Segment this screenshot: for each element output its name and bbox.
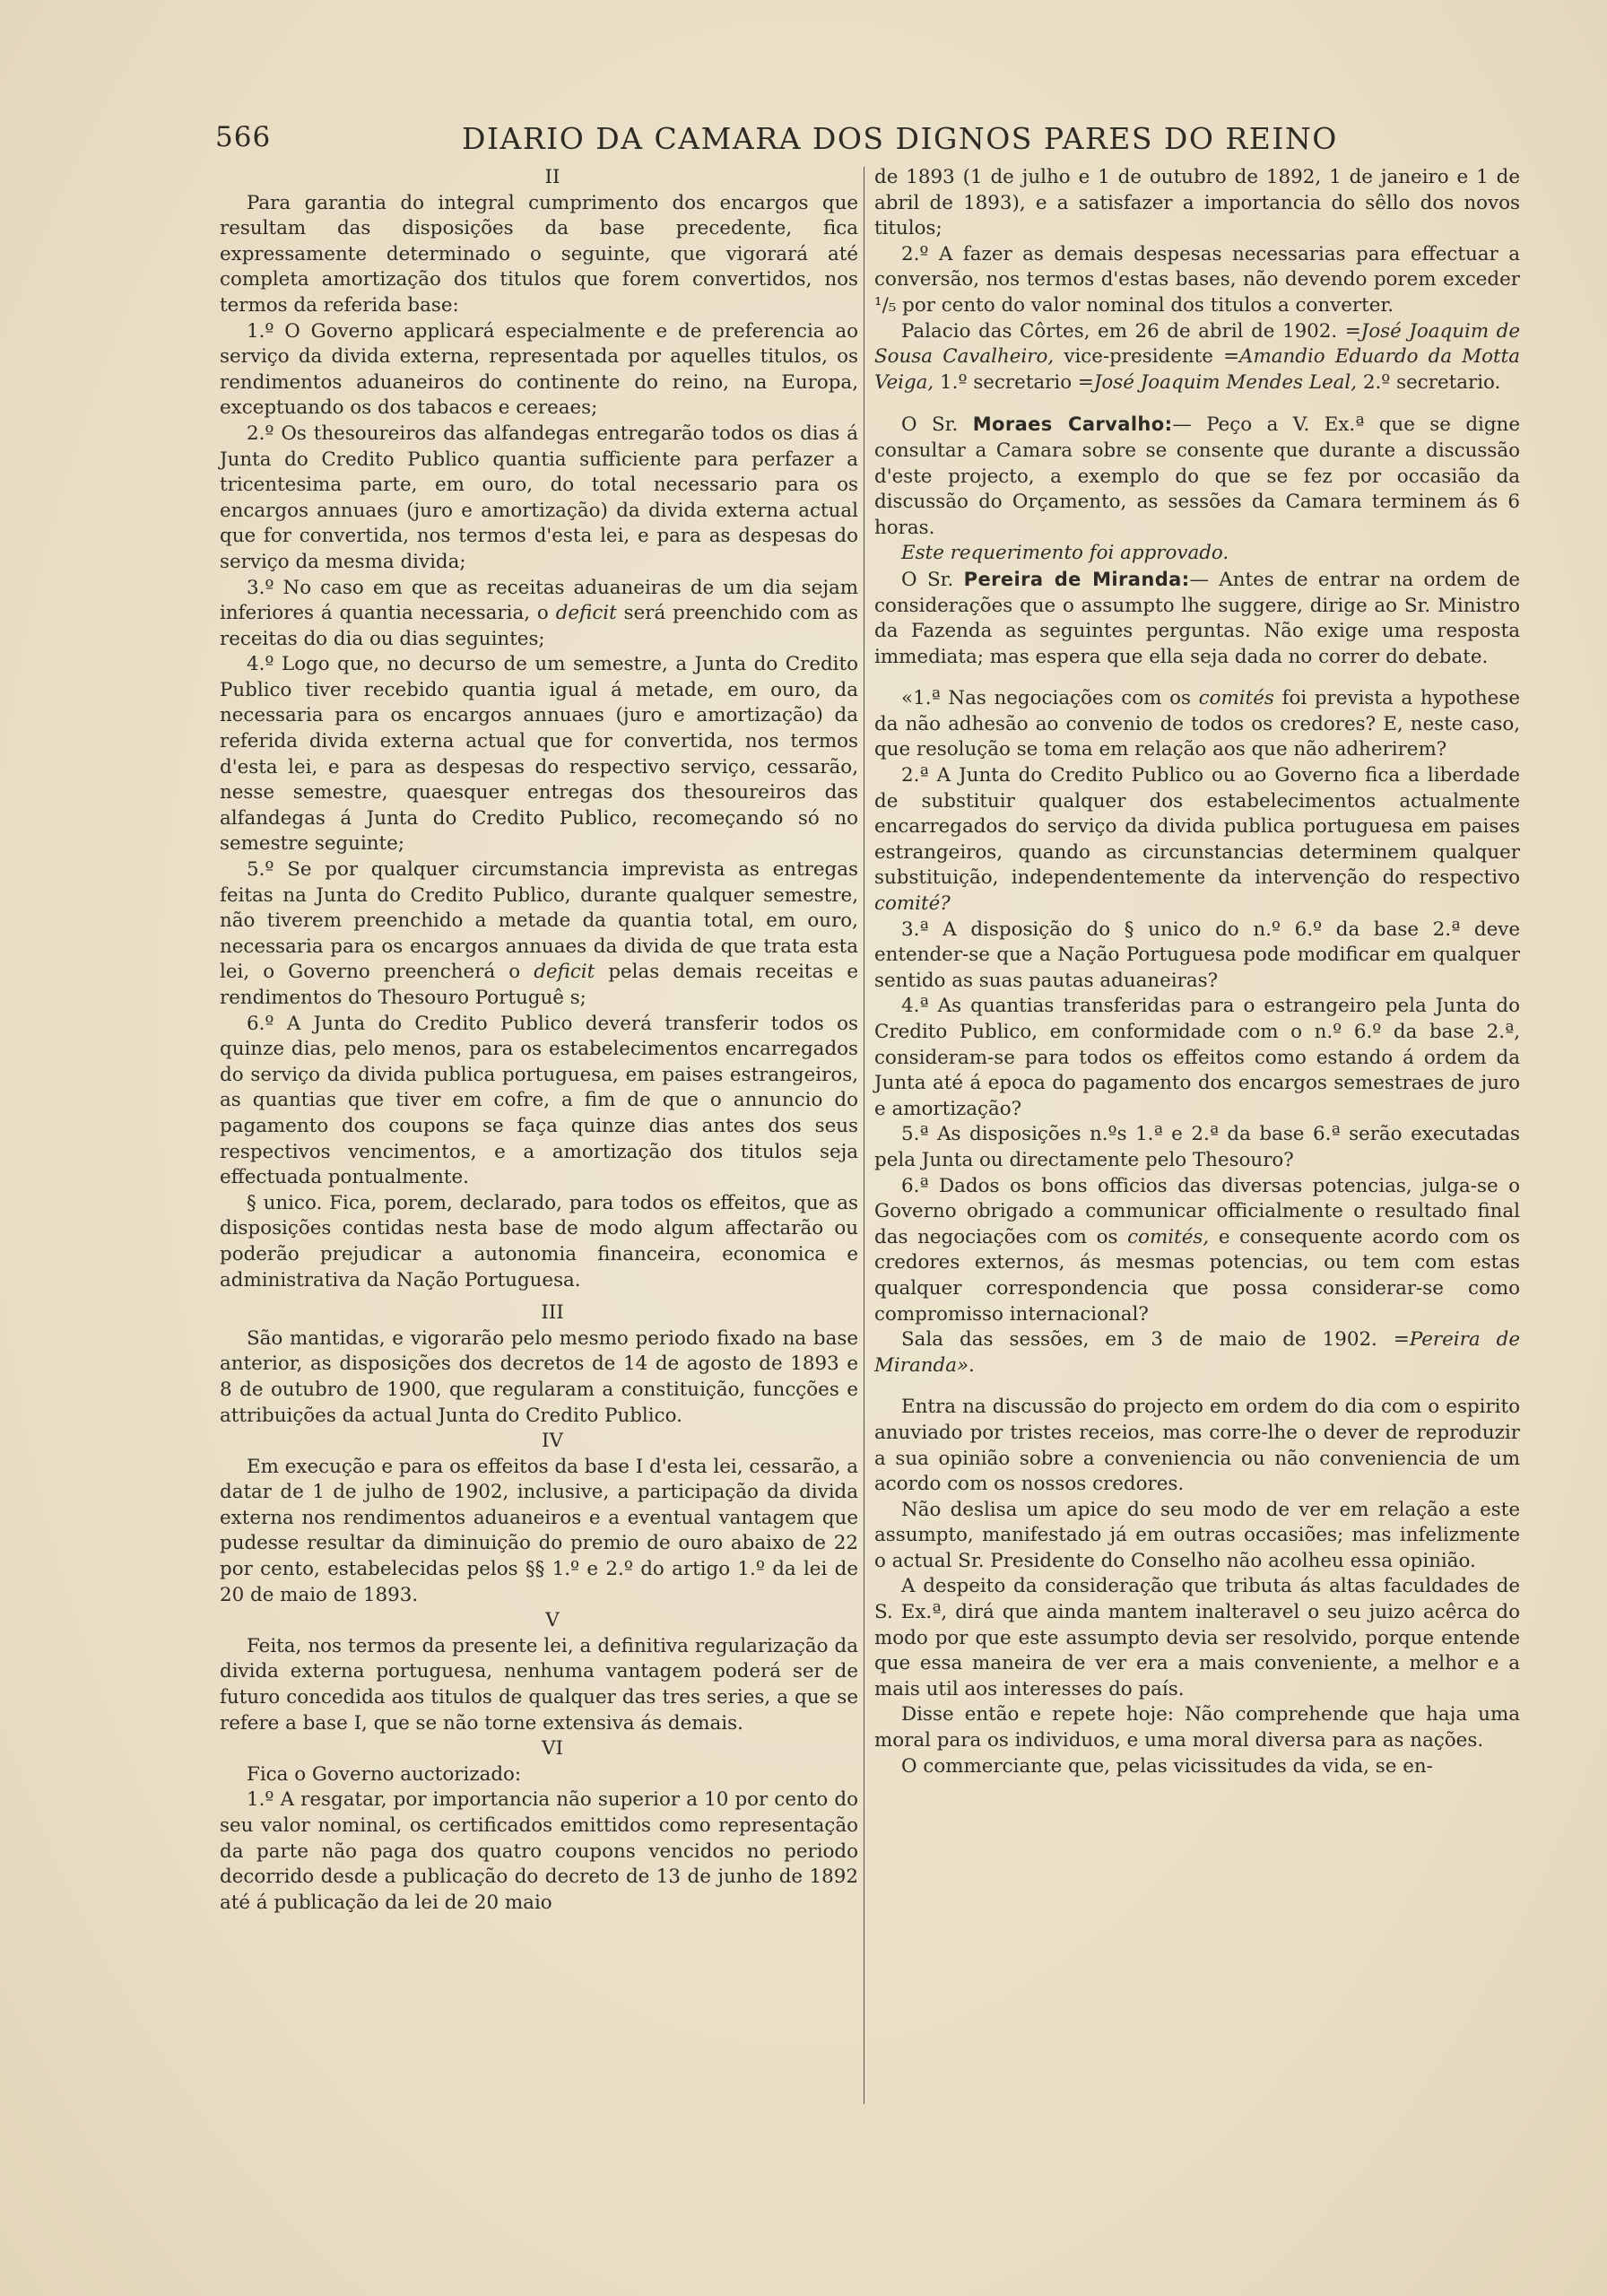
- paragraph-text: O Sr.: [901, 413, 959, 437]
- paragraph: [220, 576, 858, 653]
- italic-term: comité?: [874, 892, 951, 916]
- paragraph-text: 2.ª A Junta do Credito Publico ou ao Governo fica a liberdade de substituir qualquer dos estabelecimentos actualmente encarregados do serviço da divida publica portuguesa em paises estrangeiros, quando as circunstancias determinem qualquer substituição, independentemente da intervenção do respectivo: [874, 764, 1520, 890]
- paragraph-text: 1.º secretario =: [940, 370, 1094, 394]
- paragraph: 2.º A fazer as demais despesas necessarias para effectuar a conversão, nos termos d'estas bases, não devendo porem exceder ¹/₅ por cento do valor nominal dos titulos a converter.: [874, 242, 1520, 317]
- section-heading-vi: VI: [542, 1737, 563, 1761]
- paragraph: São mantidas, e vigorarão pelo mesmo periodo fixado na base anterior, as disposições dos decretos de 14 de agosto de 1893 e 8 de outubro de 1900, que regularam a constituição, funcções e attribuições da actual Junta do Credito Publico.: [220, 1326, 858, 1427]
- paragraph: Não deslisa um apice do seu modo de ver em relação a este assumpto, manifestado já em outras occasiões; mas infelizmente o actual Sr. Presidente do Conselho não acolheu essa opinião.: [874, 1498, 1520, 1572]
- section-heading-v: V: [545, 1609, 560, 1632]
- paragraph: Feita, nos termos da presente lei, a definitiva regularização da divida externa portuguesa, nenhuma vantagem poderá ser de futuro concedida aos titulos de qualquer das tres series, a que se refere a base I, que se não torne extensiva ás demais.: [220, 1634, 858, 1735]
- page-number: 566: [215, 121, 272, 153]
- section-heading-ii: II: [544, 166, 560, 188]
- question: 5.ª As disposições n.ºs 1.ª e 2.ª da base 6.ª serão executadas pela Junta ou directamente pelo Thesouro?: [874, 1123, 1520, 1171]
- signatory-name: Amandio Eduardo da Motta Veiga,: [874, 345, 1520, 394]
- approval-note: Este requerimento foi approvado.: [901, 542, 1229, 565]
- right-column: [874, 165, 1520, 1779]
- paragraph-text: O Sr.: [901, 568, 954, 591]
- italic-term: comités,: [1127, 1225, 1210, 1248]
- paragraph-text: Palacio das Côrtes, em 26 de abril de 1902. =: [901, 319, 1361, 343]
- signatory-name: José Joaquim Mendes Leal,: [1093, 370, 1358, 394]
- italic-term: comités: [1198, 687, 1274, 710]
- paragraph-text: 6.ª Dados os bons officios das diversas potencias, julga-se o Governo obrigado a communicar officialmente o resultado final das negociações com os: [874, 1174, 1520, 1248]
- paragraph: 4.º Logo que, no decurso de um semestre, a Junta do Credito Publico tiver recebido quantia igual á metade, em ouro, da necessaria para os encargos annuaes (juro e amortização) da referida divida externa actual que for convertida, nos termos d'esta lei, e para as despesas do respectivo serviço, cessarão, nesse semestre, quaesquer entregas dos thesoureiros das alfandegas á Junta do Credito Publico, recomeçando só no semestre seguinte;: [220, 653, 858, 856]
- signatory-name: Pereira de Miranda»: [874, 1328, 1520, 1377]
- section-heading-iii: III: [541, 1301, 564, 1325]
- paragraph: 1.º O Governo applicará especialmente e de preferencia ao serviço da divida externa, representada por aquelles titulos, os rendimentos aduaneiros do continente do reino, na Europa, exceptuando os dos tabacos e cereaes;: [220, 319, 858, 420]
- paragraph-text: «1.ª Nas negociações com os: [901, 687, 1191, 710]
- question: 3.ª A disposição do § unico do n.º 6.º da base 2.ª deve entender-se que a Nação Portuguesa pode modificar em qualquer sentido as suas pautas aduaneiras?: [874, 918, 1520, 992]
- signature-line: [874, 1327, 1520, 1378]
- page-header: [215, 121, 1338, 162]
- journal-title: DIARIO DA CAMARA DOS DIGNOS PARES DO REINO: [462, 121, 1338, 156]
- paragraph: 1.º A resgatar, por importancia não superior a 10 por cento do seu valor nominal, os certificados emittidos como representação da parte não paga dos quatro coupons vencidos no periodo decorrido desde a publicação do decreto de 13 de junho de 1892 até á publicação da lei de 20 maio: [220, 1788, 858, 1914]
- question: 4.ª As quantias transferidas para o estrangeiro pela Junta do Credito Publico, em conformidade com o n.º 6.º da base 2.ª, consideram-se para todos os effeitos como estando á ordem da Junta até á epoca do pagamento dos encargos semestraes de juro e amortização?: [874, 995, 1520, 1120]
- italic-term: deficit: [534, 961, 595, 984]
- paragraph-text: e consequente acordo com os credores externos, ás mesmas potencias, ou tem com estas qualquer correspondencia que possa considerar-se como compromisso internacional?: [874, 1225, 1520, 1326]
- speaker-name: Pereira de Miranda:: [963, 568, 1190, 590]
- question: [874, 763, 1520, 918]
- paragraph: O commerciante que, pelas vicissitudes da vida, se en-: [901, 1754, 1433, 1778]
- paragraph-text: 2.º secretario.: [1362, 370, 1501, 394]
- signatures: [874, 319, 1520, 396]
- paragraph-text: será preenchido com as receitas do dia ou dias seguintes;: [220, 602, 858, 650]
- paragraph: 6.º A Junta do Credito Publico deverá transferir todos os quinze dias, pelo menos, para os estabelecimentos encarregados do serviço da divida publica portuguesa, em paises estrangeiros, as quantias que tiver em cofre, a fim de que o annuncio do pagamento dos coupons se faça quinze dias antes dos seus respectivos vencimentos, e a amortização dos titulos seja effectuada pontualmente.: [220, 1012, 858, 1189]
- left-column: [220, 165, 858, 1916]
- speech-paragraph: [874, 412, 1520, 541]
- paragraph-text: — Antes de entrar na ordem de considerações que o assumpto lhe suggere, dirige ao Sr. Ministro da Fazenda as seguintes perguntas. Não exige uma resposta immediata; mas espera que ella seja dada no correr do debate.: [874, 568, 1520, 668]
- paragraph: de 1893 (1 de julho e 1 de outubro de 1892, 1 de janeiro e 1 de abril de 1893), e a satisfazer a importancia do sêllo dos novos titulos;: [874, 166, 1520, 240]
- paragraph: Em execução e para os effeitos da base I d'esta lei, cessarão, a datar de 1 de julho de 1902, inclusive, a participação da divida externa nos rendimentos aduaneiros e a eventual vantagem que pudesse resultar da diminuição do premio de ouro abaixo de 22 por cento, estabelecidas pelos §§ 1.º e 2.º do artigo 1.º da lei de 20 de maio de 1893.: [220, 1455, 858, 1606]
- paragraph: Fica o Governo auctorizado:: [247, 1762, 522, 1786]
- paragraph: § unico. Fica, porem, declarado, para todos os effeitos, que as disposições contidas nesta base de modo algum affectarão ou poderão prejudicar a autonomia financeira, economica e administrativa da Nação Portuguesa.: [220, 1191, 858, 1292]
- paragraph: Entra na discussão do projecto em ordem do dia com o espirito anuviado por tristes receios, mas corre-lhe o dever de reproduzir a sua opinião sobre a conveniencia ou não conveniencia de um acordo com os nossos credores.: [874, 1396, 1520, 1496]
- paragraph: A despeito da consideração que tributa ás altas faculdades de S. Ex.ª, dirá que ainda mantem inalteravel o seu juizo acêrca do modo por que este assumpto devia ser resolvido, porque entende que essa maneira de ver era a mais conveniente, a melhor e a mais util aos interesses do país.: [874, 1575, 1520, 1700]
- paragraph-text: 5.º Se por qualquer circumstancia imprevista as entregas feitas na Junta do Credito Publico, durante qualquer semestre, não tiverem preenchido a metade da quantia total, em ouro, necessaria para os encargos annuaes da divida de que trata esta lei, o Governo preencherá o: [220, 858, 858, 984]
- signatory-name: José Joaquim de Sousa Cavalheiro,: [874, 319, 1520, 369]
- paragraph-text: foi prevista a hypothese da não adhesão ao convenio de todos os credores? E, neste caso, que resolução se toma em relação aos que não adherirem?: [874, 687, 1520, 761]
- speech-paragraph: [874, 567, 1520, 670]
- paragraph-text: vice-presidente =: [1064, 345, 1240, 369]
- paragraph-text: 3.º No caso em que as receitas aduaneiras de um dia sejam inferiores á quantia necessaria, o: [220, 576, 858, 625]
- italic-term: deficit: [555, 602, 617, 625]
- paragraph: 2.º Os thesoureiros das alfandegas entregarão todos os dias á Junta do Credito Publico quantia sufficiente para perfazer a tricentesima parte, em ouro, do total necessario para os encargos annuaes (juro e amortização) da divida externa actual que for convertida, nos termos d'esta lei, e para as despesas do serviço da mesma divida;: [220, 422, 858, 573]
- paragraph-text: .: [969, 1353, 975, 1377]
- question: [874, 686, 1520, 763]
- paragraph: Para garantia do integral cumprimento dos encargos que resultam das disposições da base precedente, fica expressamente determinado o seguinte, que vigorará até completa amortização dos titulos que forem convertidos, nos termos da referida base:: [220, 191, 858, 317]
- paragraph-text: pelas demais receitas e rendimentos do Thesouro Portuguê s;: [220, 961, 858, 1009]
- paragraph: Disse então e repete hoje: Não comprehende que haja uma moral para os individuos, e uma moral diversa para as nações.: [874, 1703, 1520, 1752]
- paragraph: [220, 857, 858, 1012]
- paragraph-text: — Peço a V. Ex.ª que se digne consultar a Camara sobre se consente que durante a discussão d'este projecto, a exemplo do que se fez por occasião da discussão do Orçamento, as sessões da Camara terminem ás 6 horas.: [874, 413, 1520, 539]
- speaker-name: Moraes Carvalho:: [972, 413, 1173, 436]
- section-heading-iv: IV: [542, 1430, 563, 1453]
- question: [874, 1174, 1520, 1328]
- paragraph-text: Sala das sessões, em 3 de maio de 1902. =: [901, 1328, 1410, 1352]
